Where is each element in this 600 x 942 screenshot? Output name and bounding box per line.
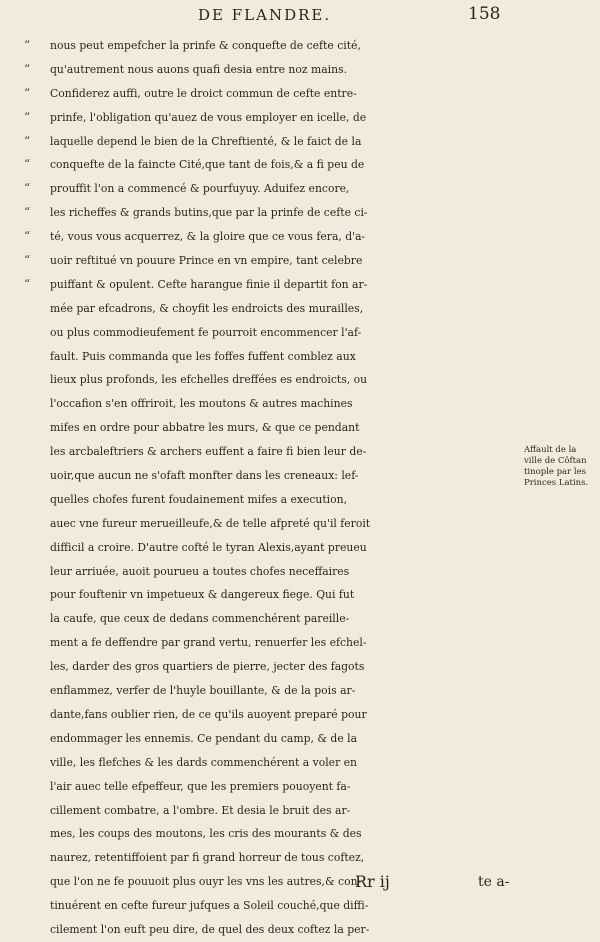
line-text: cillement combatre, a l'ombre. Et desia le bruit des ar- — [50, 803, 351, 817]
line-text: prouffit l'on a commencé & pourfuyuy. Aduifez encore, — [50, 182, 350, 196]
quotation-mark: “ — [24, 109, 31, 124]
text-line — [20, 416, 520, 440]
running-title: DE FLANDRE. — [198, 6, 332, 24]
text-line — [20, 130, 520, 154]
text-line — [20, 918, 520, 942]
line-text: endommager les ennemis. Ce pendant du camp, & de la — [50, 731, 358, 745]
text-line — [20, 297, 520, 321]
text-line — [20, 727, 520, 751]
quotation-mark: “ — [24, 85, 31, 100]
text-line — [20, 679, 520, 703]
quotation-mark: “ — [24, 157, 31, 172]
quotation-mark: “ — [24, 229, 31, 244]
line-text: ville, les flefches & les dards commenchérent a voler en — [50, 755, 358, 769]
text-line — [20, 345, 520, 369]
text-line — [20, 775, 520, 799]
text-line — [20, 464, 520, 488]
line-text: té, vous vous acquerrez, & la gloire que ce vous fera, d'a- — [50, 230, 366, 244]
page-number: 158 — [468, 4, 501, 24]
text-line — [20, 583, 520, 607]
text-line — [20, 82, 520, 106]
text-line — [20, 607, 520, 631]
catchword: te a- — [478, 874, 510, 890]
line-text: uoir reftitué vn pouure Prince en vn empire, tant celebre — [50, 254, 363, 268]
line-text: ment a fe deffendre par grand vertu, renuerfer les efchel- — [50, 636, 367, 650]
quotation-mark: “ — [24, 276, 31, 291]
text-line — [20, 536, 520, 560]
line-text: pour fouftenir vn impetueux & dangereux fiege. Qui fut — [50, 588, 355, 602]
line-text: qu'autrement nous auons quafi desia entre noz mains. — [50, 62, 348, 76]
quotation-mark: “ — [24, 253, 31, 268]
line-text: naurez, retentiffoient par fi grand horreur de tous coftez, — [50, 851, 365, 865]
line-text: mes, les coups des moutons, les cris des mourants & des — [50, 827, 362, 841]
signature-mark: Rr ij — [355, 872, 390, 891]
line-text: Confiderez auffi, outre le droict commun de cefte entre- — [50, 86, 357, 100]
text-line — [20, 799, 520, 823]
body-text — [20, 34, 520, 936]
text-line — [20, 512, 520, 536]
line-text: lieux plus profonds, les efchelles dreffées es endroicts, ou — [50, 373, 368, 387]
line-text: leur arriuée, auoit pourueu a toutes chofes neceffaires — [50, 564, 350, 578]
text-line — [20, 58, 520, 82]
line-text: dante,fans oublier rien, de ce qu'ils auoyent preparé pour — [50, 707, 367, 721]
line-text: ou plus commodieufement fe pourroit encommencer l'af- — [50, 325, 362, 339]
running-head — [0, 2, 600, 28]
text-line — [20, 273, 520, 297]
text-line — [20, 368, 520, 392]
line-text: conquefte de la faincte Cité,que tant de fois,& a fi peu de — [50, 158, 365, 172]
text-line — [20, 631, 520, 655]
line-text: puiffant & opulent. Cefte harangue finie il departit fon ar- — [50, 277, 368, 291]
text-line — [20, 153, 520, 177]
line-text: mifes en ordre pour abbatre les murs, & que ce pendant — [50, 421, 360, 435]
marginal-note-line: tinople par les — [524, 467, 587, 477]
quotation-mark: “ — [24, 181, 31, 196]
line-text: mée par efcadrons, & choyfit les endroicts des murailles, — [50, 301, 364, 315]
line-text: quelles chofes furent foudainement mifes a execution, — [50, 492, 348, 506]
marginal-note-line: Affault de la — [524, 445, 577, 455]
text-line — [20, 201, 520, 225]
line-text: laquelle depend le bien de la Chreftienté, & le faict de la — [50, 134, 362, 148]
marginal-note-line: Princes Latins. — [524, 478, 589, 488]
text-line — [20, 34, 520, 58]
line-text: prinfe, l'obligation qu'auez de vous employer en icelle, de — [50, 110, 367, 124]
line-text: fault. Puis commanda que les foffes fuffent comblez aux — [50, 349, 356, 363]
text-line — [20, 392, 520, 416]
text-line — [20, 846, 520, 870]
quotation-mark: “ — [24, 38, 31, 52]
line-text: les richeffes & grands butins,que par la prinfe de cefte ci- — [50, 206, 368, 220]
line-text: que l'on ne fe pouuoit plus ouyr les vns les autres,& con- — [50, 875, 362, 889]
text-line — [20, 655, 520, 679]
line-text: tinuérent en cefte fureur jufques a Soleil couché,que diffi- — [50, 899, 369, 913]
line-text: auec vne fureur merueilleufe,& de telle afpreté qu'il feroit — [50, 516, 371, 530]
line-text: l'occafion s'en offriroit, les moutons & autres machines — [50, 397, 353, 411]
marginal-note — [524, 445, 594, 489]
text-line — [20, 106, 520, 130]
line-text: cilement l'on euft peu dire, de quel des deux coftez la per- — [50, 922, 370, 936]
quotation-mark: “ — [24, 205, 31, 220]
text-line — [20, 440, 520, 464]
marginal-note-line: ville de Côftan — [524, 456, 587, 466]
quotation-mark: “ — [24, 61, 31, 76]
line-text: uoir,que aucun ne s'ofaft monfter dans les creneaux: lef- — [50, 469, 359, 483]
line-text: la caufe, que ceux de dedans commenchérent pareille- — [50, 612, 350, 626]
line-text: difficil a croire. D'autre cofté le tyran Alexis,ayant preueu — [50, 540, 367, 554]
line-text: les, darder des gros quartiers de pierre, jecter des fagots — [50, 660, 365, 674]
text-line — [20, 560, 520, 584]
text-line — [20, 703, 520, 727]
line-text: enflammez, verfer de l'huyle bouillante, & de la pois ar- — [50, 684, 356, 698]
page-footer — [0, 872, 600, 898]
text-line — [20, 822, 520, 846]
text-line — [20, 321, 520, 345]
text-line — [20, 488, 520, 512]
line-text: l'air auec telle efpeffeur, que les premiers pouoyent fa- — [50, 779, 351, 793]
text-line — [20, 177, 520, 201]
line-text: nous peut empefcher la prinfe & conquefte de cefte cité, — [50, 39, 361, 52]
line-text: les arcbaleftriers & archers euffent a faire fi bien leur de- — [50, 445, 367, 459]
text-line — [20, 249, 520, 273]
quotation-mark: “ — [24, 133, 31, 148]
text-line — [20, 751, 520, 775]
text-line — [20, 225, 520, 249]
